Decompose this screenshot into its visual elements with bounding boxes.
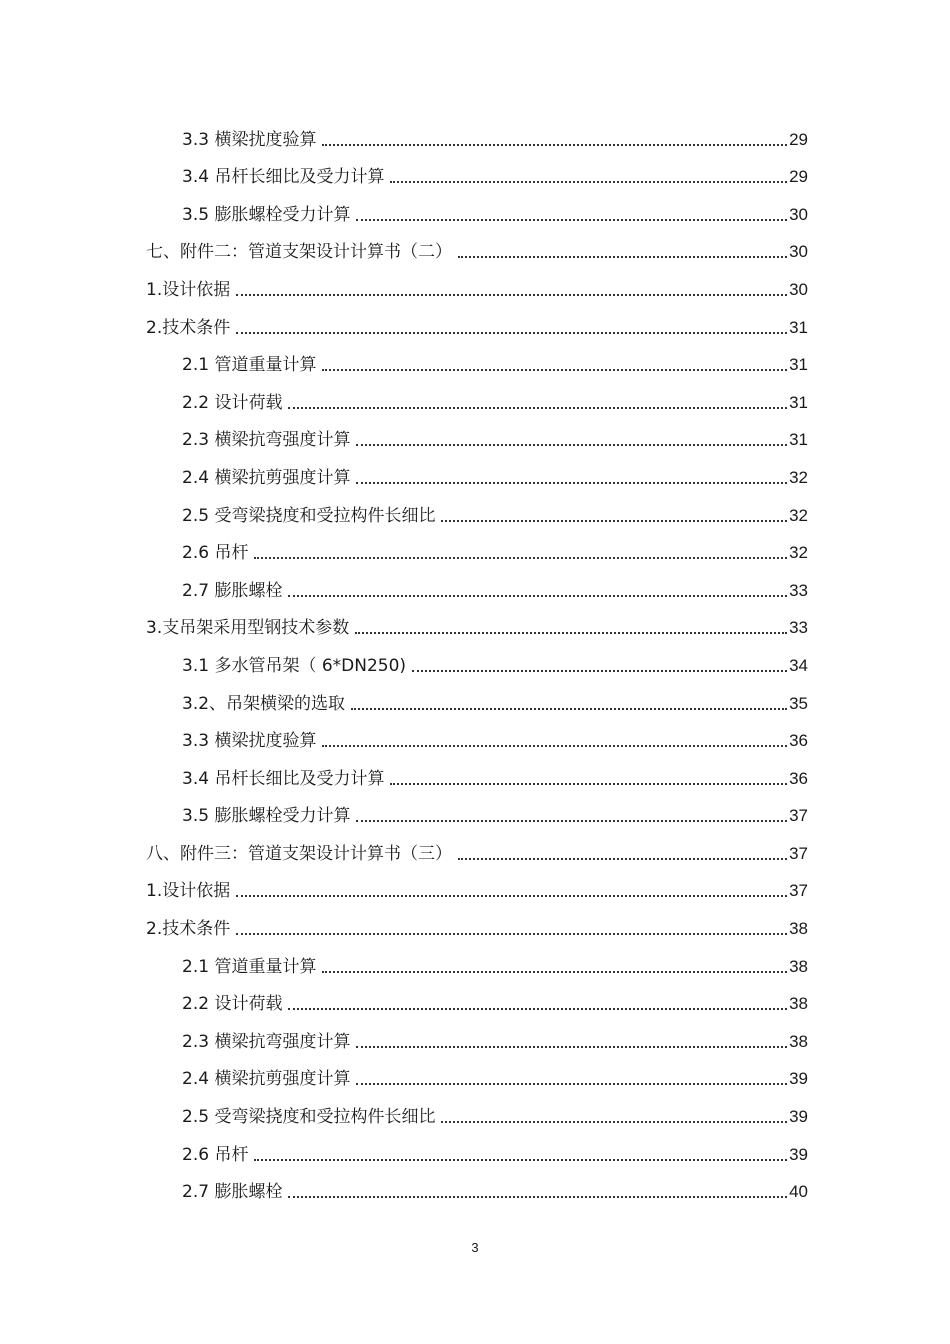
toc-entry-label: 1.设计依据 [146, 279, 231, 300]
toc-dot-leader [390, 783, 787, 785]
toc-dot-leader [322, 745, 787, 747]
toc-entry[interactable] [146, 638, 808, 676]
toc-entry-page: 40 [789, 1182, 808, 1202]
toc-dot-leader [351, 708, 787, 710]
toc-entry[interactable] [146, 563, 808, 601]
toc-entry[interactable] [146, 262, 808, 300]
toc-entry[interactable] [146, 413, 808, 451]
toc-entry-page: 39 [789, 1107, 808, 1127]
toc-entry-label: 2.3 横梁抗弯强度计算 [182, 430, 351, 451]
toc-entry[interactable] [146, 526, 808, 564]
toc-entry-label: 2.2 设计荷载 [182, 392, 283, 413]
toc-entry[interactable] [146, 789, 808, 827]
toc-entry-label: 2.6 吊杆 [182, 543, 249, 564]
toc-entry-label: 3.3 横梁扰度验算 [182, 129, 317, 150]
toc-entry-page: 39 [789, 1069, 808, 1089]
toc-entry-page: 29 [789, 129, 808, 149]
toc-entry-label: 2.5 受弯梁挠度和受拉构件长细比 [182, 1107, 436, 1128]
toc-dot-leader [441, 520, 787, 522]
toc-entry-page: 32 [789, 543, 808, 563]
toc-entry[interactable] [146, 112, 808, 150]
toc-dot-leader [412, 670, 787, 672]
toc-entry[interactable] [146, 864, 808, 902]
toc-dot-leader [356, 1046, 787, 1048]
toc-entry-label: 2.1 管道重量计算 [182, 956, 317, 977]
toc-entry-page: 37 [789, 806, 808, 826]
toc-dot-leader [288, 1008, 787, 1010]
toc-entry[interactable] [146, 1014, 808, 1052]
toc-dot-leader [322, 369, 787, 371]
toc-entry[interactable] [146, 1165, 808, 1203]
toc-entry[interactable] [146, 977, 808, 1015]
toc-dot-leader [288, 407, 787, 409]
toc-entry-page: 32 [789, 505, 808, 525]
toc-entry-page: 34 [789, 655, 808, 675]
toc-entry-label: 2.6 吊杆 [182, 1144, 249, 1165]
toc-entry-page: 30 [789, 204, 808, 224]
toc-entry-label: 3.1 多水管吊架（ 6*DN250) [182, 655, 407, 676]
toc-entry[interactable] [146, 150, 808, 188]
toc-entry[interactable] [146, 901, 808, 939]
toc-entry-page: 37 [789, 881, 808, 901]
toc-dot-leader [355, 632, 787, 634]
toc-entry[interactable] [146, 939, 808, 977]
toc-entry[interactable] [146, 676, 808, 714]
toc-entry-page: 33 [789, 618, 808, 638]
toc-entry-page: 38 [789, 994, 808, 1014]
toc-dot-leader [254, 557, 787, 559]
toc-entry-label: 2.7 膨胀螺栓 [182, 1182, 283, 1203]
toc-entry-label: 3.支吊架采用型钢技术参数 [146, 618, 350, 639]
toc-entry[interactable] [146, 375, 808, 413]
toc-dot-leader [236, 332, 787, 334]
toc-entry-label: 2.技术条件 [146, 317, 231, 338]
toc-entry[interactable] [146, 450, 808, 488]
toc-entry-page: 29 [789, 167, 808, 187]
toc-entry[interactable] [146, 488, 808, 526]
table-of-contents [146, 112, 808, 1202]
toc-dot-leader [356, 1083, 787, 1085]
toc-dot-leader [236, 294, 787, 296]
toc-dot-leader [356, 219, 787, 221]
toc-dot-leader [356, 820, 787, 822]
toc-entry-page: 32 [789, 467, 808, 487]
toc-entry-label: 3.5 膨胀螺栓受力计算 [182, 204, 351, 225]
toc-entry-label: 3.4 吊杆长细比及受力计算 [182, 768, 385, 789]
toc-entry-page: 35 [789, 693, 808, 713]
toc-entry[interactable] [146, 1127, 808, 1165]
toc-entry-label: 2.7 膨胀螺栓 [182, 580, 283, 601]
toc-entry-label: 1.设计依据 [146, 881, 231, 902]
toc-entry-page: 36 [789, 731, 808, 751]
toc-entry[interactable] [146, 1052, 808, 1090]
toc-entry[interactable] [146, 751, 808, 789]
toc-entry-label: 2.3 横梁抗弯强度计算 [182, 1031, 351, 1052]
toc-entry[interactable] [146, 338, 808, 376]
toc-dot-leader [322, 971, 787, 973]
toc-dot-leader [356, 482, 787, 484]
toc-entry-label: 2.4 横梁抗剪强度计算 [182, 1069, 351, 1090]
toc-entry[interactable] [146, 601, 808, 639]
toc-entry-page: 37 [789, 843, 808, 863]
toc-dot-leader [288, 595, 787, 597]
toc-dot-leader [458, 858, 787, 860]
toc-entry-label: 八、附件三：管道支架设计计算书（三） [146, 843, 452, 864]
toc-dot-leader [236, 895, 787, 897]
toc-entry-page: 30 [789, 279, 808, 299]
toc-dot-leader [254, 1159, 787, 1161]
toc-entry-label: 2.1 管道重量计算 [182, 355, 317, 376]
toc-entry[interactable] [146, 225, 808, 263]
toc-entry-page: 31 [789, 392, 808, 412]
toc-entry[interactable] [146, 714, 808, 752]
toc-entry-page: 33 [789, 580, 808, 600]
toc-entry-label: 3.2、吊架横梁的选取 [182, 693, 346, 714]
toc-entry-label: 2.4 横梁抗剪强度计算 [182, 467, 351, 488]
toc-entry-page: 31 [789, 355, 808, 375]
toc-dot-leader [322, 144, 787, 146]
toc-entry[interactable] [146, 826, 808, 864]
toc-dot-leader [288, 1196, 787, 1198]
toc-entry-label: 3.5 膨胀螺栓受力计算 [182, 806, 351, 827]
toc-entry-page: 38 [789, 956, 808, 976]
toc-dot-leader [441, 1121, 787, 1123]
toc-entry-page: 38 [789, 919, 808, 939]
toc-entry[interactable] [146, 300, 808, 338]
toc-dot-leader [458, 256, 787, 258]
toc-dot-leader [356, 444, 787, 446]
toc-entry-page: 36 [789, 768, 808, 788]
toc-entry[interactable] [146, 1089, 808, 1127]
toc-entry-page: 30 [789, 242, 808, 262]
toc-entry-page: 38 [789, 1031, 808, 1051]
toc-entry-label: 2.2 设计荷载 [182, 994, 283, 1015]
toc-dot-leader [390, 181, 787, 183]
page-number: 3 [471, 1240, 479, 1255]
toc-entry[interactable] [146, 187, 808, 225]
toc-entry-page: 39 [789, 1144, 808, 1164]
toc-entry-label: 3.4 吊杆长细比及受力计算 [182, 167, 385, 188]
toc-entry-label: 2.5 受弯梁挠度和受拉构件长细比 [182, 505, 436, 526]
toc-entry-page: 31 [789, 430, 808, 450]
toc-entry-label: 3.3 横梁扰度验算 [182, 731, 317, 752]
toc-entry-label: 2.技术条件 [146, 919, 231, 940]
toc-dot-leader [236, 933, 787, 935]
toc-entry-label: 七、附件二：管道支架设计计算书（二） [146, 242, 452, 263]
toc-entry-page: 31 [789, 317, 808, 337]
